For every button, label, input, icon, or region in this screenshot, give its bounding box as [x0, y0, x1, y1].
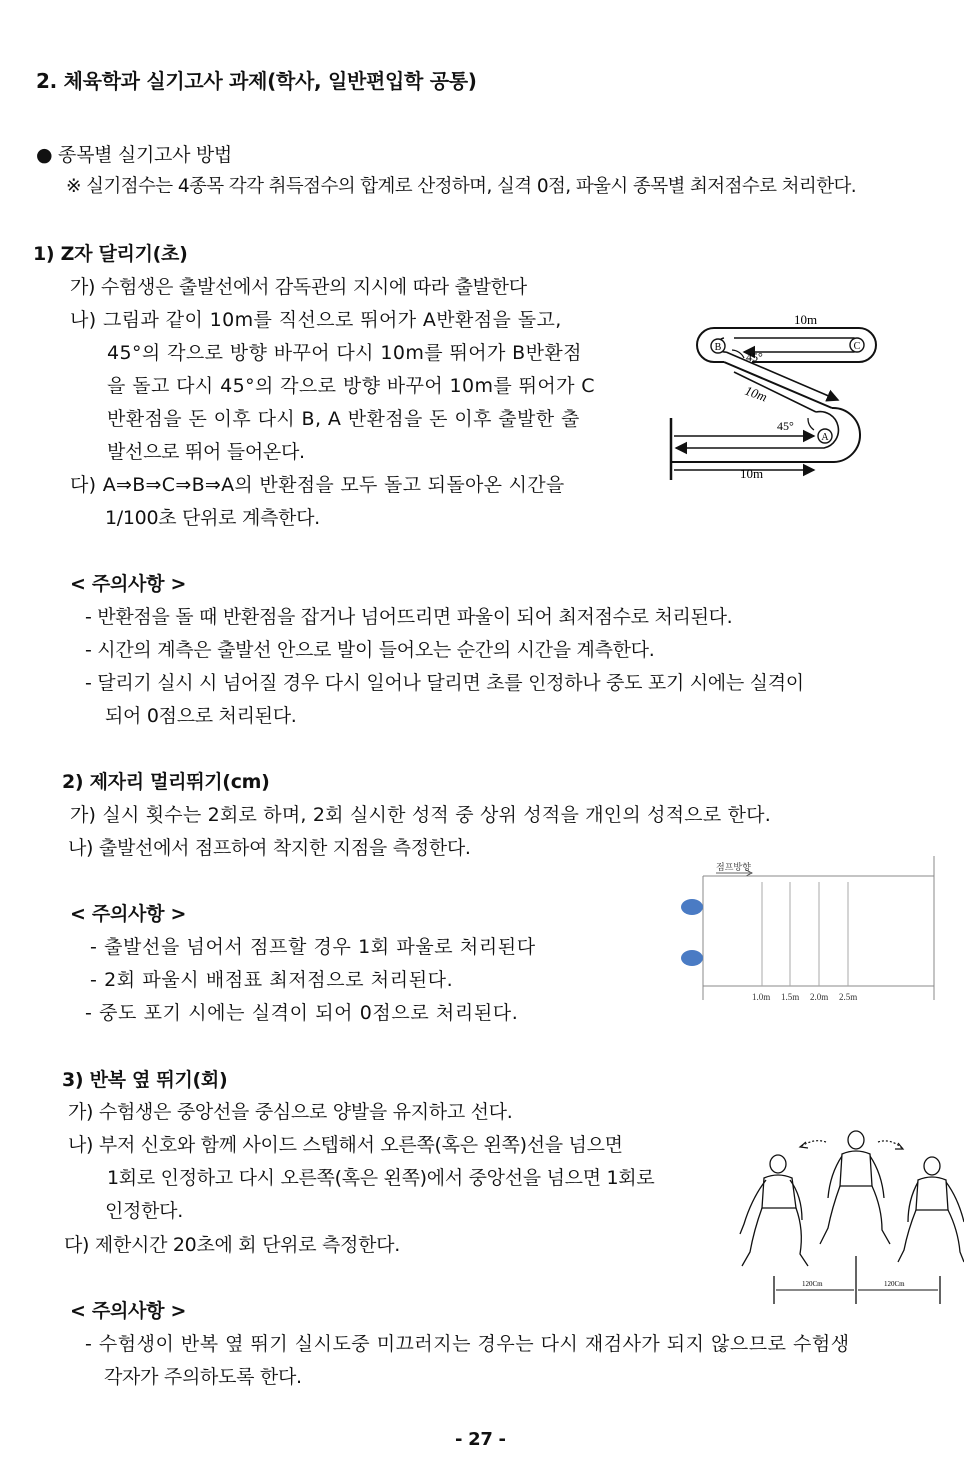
event2-item: 가) 실시 횟수는 2회로 하며, 2회 실시한 성적 중 상위 성적을 개인의 성적으로 한다. [70, 804, 771, 826]
event1-caution: - 달리기 실시 시 넘어질 경우 다시 일어나 달리면 초를 인정하나 중도 포기 시에는 실격이 [85, 672, 804, 694]
event2-caution: - 출발선을 넘어서 점프할 경우 1회 파울로 처리된다 [90, 936, 536, 958]
event2-item: 나) 출발선에서 점프하여 착지한 지점을 측정한다. [68, 837, 471, 859]
event3-item: 다) 제한시간 20초에 회 단위로 측정한다. [64, 1234, 400, 1256]
event3-caution: - 수험생이 반복 옆 뛰기 실시도중 미끄러지는 경우는 다시 재검사가 되지 않으므로 수험생 [85, 1333, 850, 1355]
event1-item: 을 돌고 다시 45°의 각으로 방향 바꾸어 10m를 뛰어가 C [107, 375, 595, 397]
event1-item: 반환점을 돈 이후 다시 B, A 반환점을 돈 이후 출발한 출 [107, 408, 580, 430]
event1-item: 가) 수험생은 출발선에서 감독관의 지시에 따라 출발한다 [70, 276, 527, 298]
event3-caution: 각자가 주의하도록 한다. [104, 1366, 302, 1388]
event2-caution-title: < 주의사항 > [70, 903, 187, 925]
tick-label: 2.0m [810, 992, 829, 1002]
event2-caution: - 2회 파울시 배점표 최저점으로 처리된다. [90, 969, 454, 991]
scoring-note: ※ 실기점수는 4종목 각각 취득점수의 합계로 산정하며, 실격 0점, 파울시 종목별 최저점수로 처리한다. [66, 176, 857, 197]
event1-caution: - 시간의 계측은 출발선 안으로 발이 들어오는 순간의 시간을 계측한다. [85, 639, 655, 661]
event1-item: 발선으로 뛰어 들어온다. [107, 441, 305, 463]
event3-title: 3) 반복 옆 뛰기(회) [62, 1069, 228, 1091]
point-b-label: B [714, 342, 722, 353]
point-a-label: A [821, 432, 829, 443]
event3-item: 인정한다. [105, 1200, 183, 1222]
distance-label-right: 120Cm [884, 1280, 905, 1288]
tick-label: 2.5m [839, 992, 858, 1002]
event3-item: 가) 수험생은 중앙선을 중심으로 양발을 유지하고 선다. [68, 1101, 513, 1123]
page-number: - 27 - [455, 1429, 506, 1450]
event1-caution-title: < 주의사항 > [70, 573, 187, 595]
z-run-diagram [664, 308, 882, 488]
event2-caution: - 중도 포기 시에는 실격이 되어 0점으로 처리된다. [85, 1002, 519, 1024]
athlete-left [740, 1155, 808, 1266]
methods-heading: ● 종목별 실기고사 방법 [36, 144, 232, 166]
event1-item: 1/100초 단위로 계측한다. [105, 507, 320, 529]
jump-direction-label: 점프방향 [716, 862, 751, 872]
distance-label-top: 10m [794, 312, 818, 327]
angle-label-top: 45° [746, 350, 763, 364]
point-c-label: C [853, 341, 861, 352]
event1-item: 다) A⇒B⇒C⇒B⇒A의 반환점을 모두 돌고 되돌아온 시간을 [70, 474, 565, 496]
side-step-diagram [732, 1126, 964, 1308]
distance-label-bottom: 10m [740, 466, 764, 481]
event2-title: 2) 제자리 멀리뛰기(cm) [62, 771, 270, 793]
section-title: 2. 체육학과 실기고사 과제(학사, 일반편입학 공통) [36, 69, 477, 93]
event1-item: 45°의 각으로 방향 바꾸어 다시 10m를 뛰어가 B반환점 [107, 342, 582, 364]
long-jump-diagram [678, 856, 936, 1006]
event3-caution-title: < 주의사항 > [70, 1300, 187, 1322]
tick-label: 1.0m [752, 992, 771, 1002]
angle-label-bottom: 45° [777, 419, 794, 433]
tick-label: 1.5m [781, 992, 800, 1002]
event1-caution: - 반환점을 돌 때 반환점을 잡거나 넘어뜨리면 파울이 되어 최저점수로 처리된다. [85, 606, 733, 628]
athlete-middle [820, 1131, 890, 1244]
event3-item: 1회로 인정하고 다시 오른쪽(혹은 왼쪽)에서 중앙선을 넘으면 1회로 [107, 1167, 655, 1189]
athlete-right [898, 1157, 964, 1262]
distance-label-mid: 10m [742, 382, 770, 405]
distance-label-left: 120Cm [802, 1280, 823, 1288]
event1-title: 1) Z자 달리기(초) [33, 243, 188, 265]
event1-caution: 되어 0점으로 처리된다. [105, 705, 297, 727]
event3-item: 나) 부저 신호와 함께 사이드 스텝해서 오른쪽(혹은 왼쪽)선을 넘으면 [68, 1134, 623, 1156]
event1-item: 나) 그림과 같이 10m를 직선으로 뛰어가 A반환점을 돌고, [70, 309, 562, 331]
